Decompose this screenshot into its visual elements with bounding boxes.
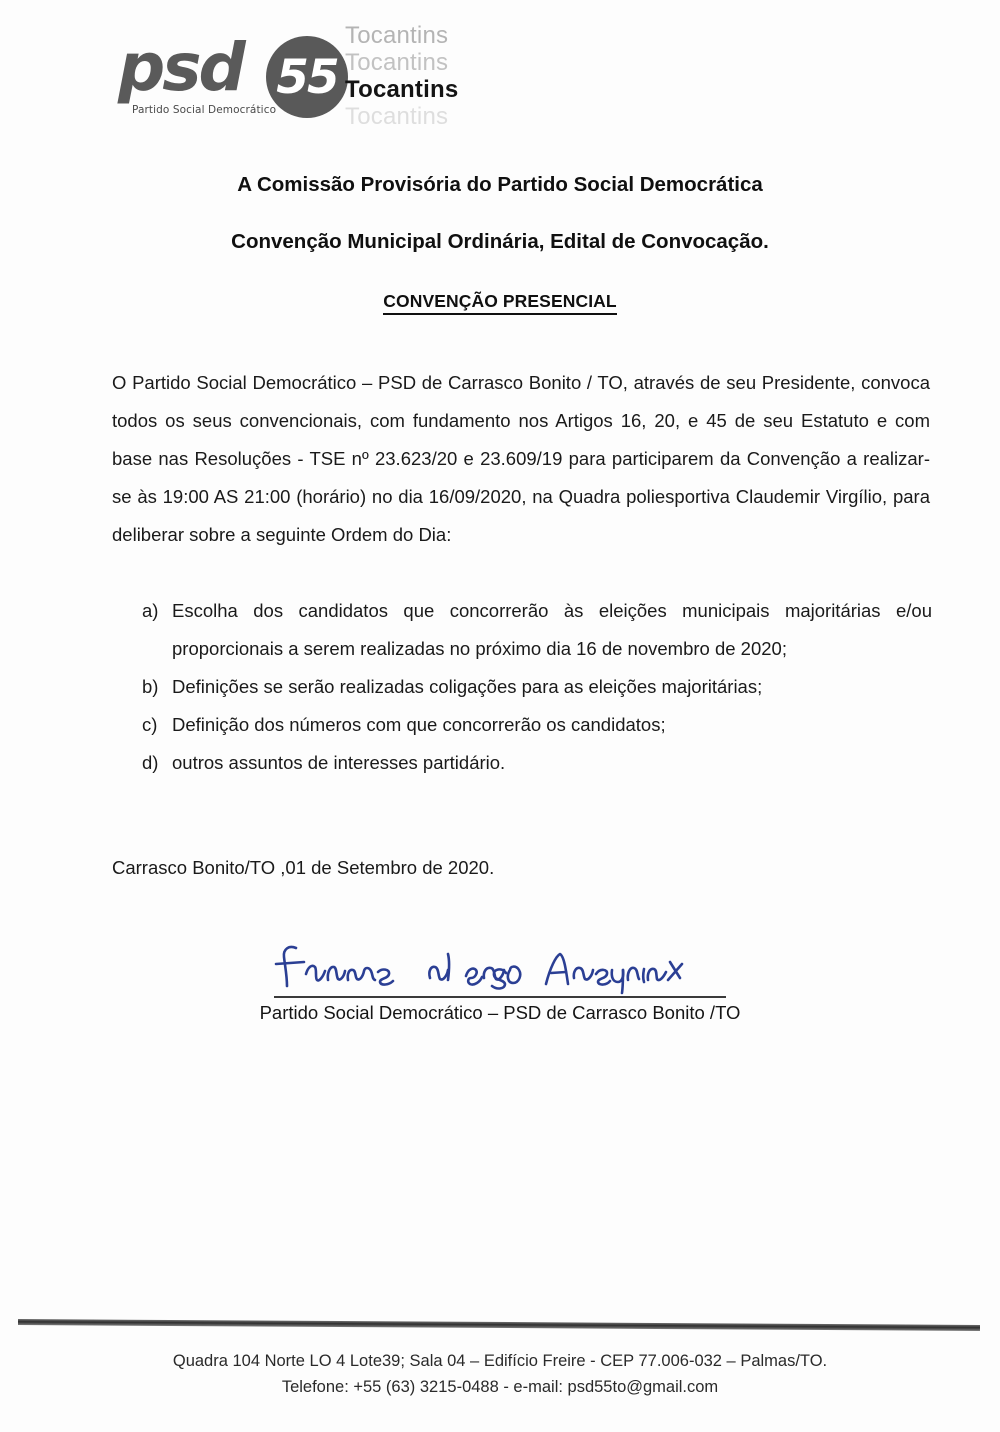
party-number-badge <box>266 36 348 118</box>
agenda-item <box>142 706 932 744</box>
state-name-primary: Tocantins <box>345 76 459 103</box>
signature-caption: Partido Social Democrático – PSD de Carrasco Bonito /TO <box>259 1002 741 1023</box>
footer <box>0 1348 1000 1400</box>
state-name-ghost-1: Tocantins <box>345 22 449 49</box>
state-name-ghost-2: Tocantins <box>345 49 449 76</box>
document-subtitle <box>0 291 1000 312</box>
agenda-item-marker: b) <box>142 676 159 697</box>
footer-address: Quadra 104 Norte LO 4 Lote39; Sala 04 – Edifício Freire - CEP 77.006-032 – Palmas/TO. <box>172 1352 828 1370</box>
document-title-line-2: Convenção Municipal Ordinária, Edital de Convocação. <box>231 230 769 253</box>
agenda-item <box>142 744 932 782</box>
agenda-item-text: Escolha dos candidatos que concorrerão às eleições municipais majoritárias e/ou proporcionais a serem realizadas no próximo dia 16 de novembro de 2020; <box>172 600 932 659</box>
footer-contact: Telefone: +55 (63) 3215-0488 - e-mail: psd55to@gmail.com <box>281 1378 719 1396</box>
psd-tagline: Partido Social Democrático <box>132 104 277 116</box>
party-number-label: 55 <box>276 49 338 105</box>
signature-block <box>0 940 1000 1024</box>
agenda-item-text: outros assuntos de interesses partidário. <box>172 752 506 773</box>
psd-wordmark: psd <box>118 29 243 106</box>
signature-rule <box>274 996 726 998</box>
state-name-stack <box>345 22 555 130</box>
place-and-date: Carrasco Bonito/TO ,01 de Setembro de 2020. <box>112 857 495 878</box>
agenda-item-text: Definição dos números com que concorrerão os candidatos; <box>172 714 666 735</box>
agenda-item <box>142 668 932 706</box>
body-paragraph: O Partido Social Democrático – PSD de Carrasco Bonito / TO, através de seu Presidente, convoca todos os seus convencionais, com fundamento nos Artigos 16, 20, e 45 de seu Estatuto e com base nas Resoluções - TSE nº 23.623/20 e 23.609/19 para participarem da Convenção a realizar-se às 19:00 AS 21:00 (horário) no dia 16/09/2020, na Quadra poliesportiva Claudemir Virgílio, para deliberar sobre a seguinte Ordem do Dia: <box>112 372 930 545</box>
psd-logo <box>118 29 277 124</box>
document-title-line-1: A Comissão Provisória do Partido Social Democrática <box>237 173 763 196</box>
agenda-item-marker: d) <box>142 752 159 773</box>
handwritten-signature <box>270 940 730 996</box>
footer-divider <box>18 1319 980 1331</box>
agenda-item-text: Definições se serão realizadas coligações para as eleições majoritárias; <box>172 676 763 697</box>
document-subtitle-text: CONVENÇÃO PRESENCIAL <box>383 291 616 315</box>
agenda-item <box>142 592 932 668</box>
agenda-item-marker: a) <box>142 600 159 621</box>
agenda-item-marker: c) <box>142 714 158 735</box>
agenda-list <box>142 592 932 782</box>
letterhead <box>118 14 638 130</box>
state-name-ghost-3: Tocantins <box>345 103 449 130</box>
